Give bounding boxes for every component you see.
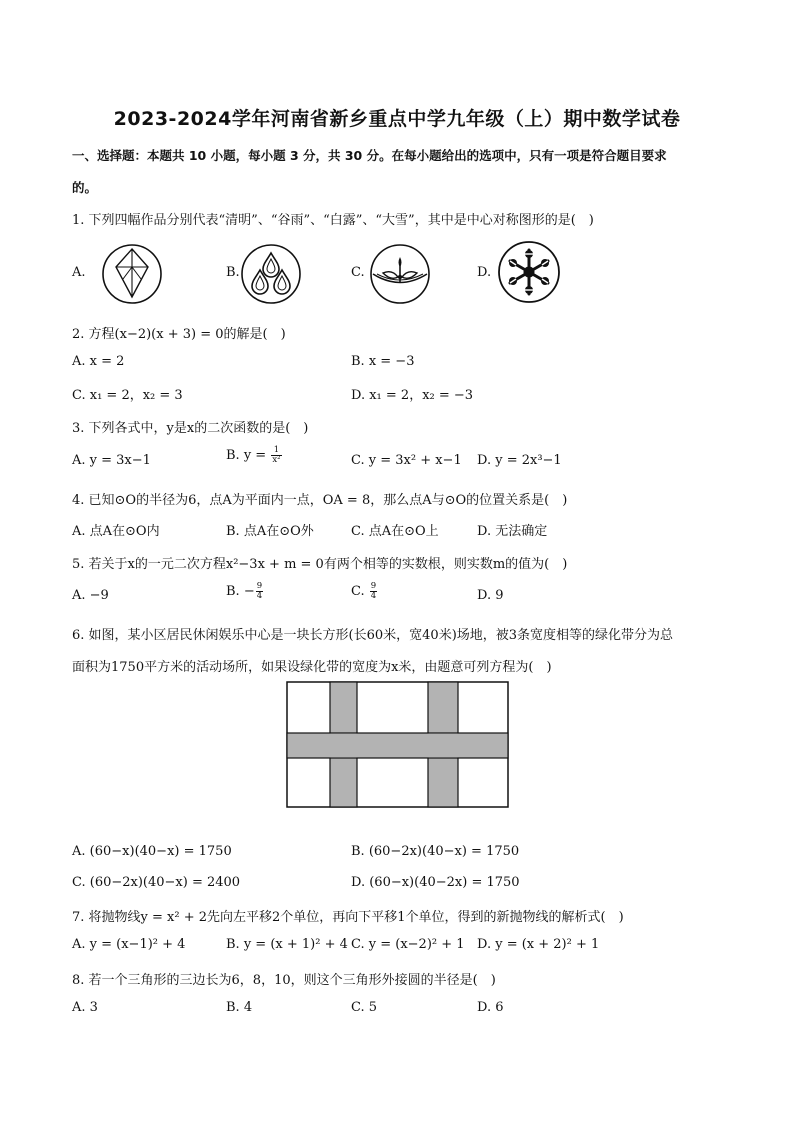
section-instructions-cont: 的。	[72, 180, 98, 195]
snowflake-figure	[497, 240, 561, 304]
q2-option-c: C. x₁ = 2，x₂ = 3	[72, 388, 183, 403]
q5-option-b	[226, 582, 264, 601]
q7-option-a: A. y = (x−1)² + 4	[72, 937, 186, 952]
fraction-numerator: 1	[271, 446, 281, 456]
q8-option-a: A. 3	[72, 1000, 98, 1015]
q3-option-c: C. y = 3x² + x−1	[351, 453, 462, 468]
section-instructions: 一、选择题：本题共 10 小题，每小题 3 分，共 30 分。在每小题给出的选项中，只有一项是符合题目要求	[72, 148, 667, 163]
drops-figure	[240, 243, 302, 305]
greenbelt-figure	[286, 681, 510, 809]
q5-option-c-prefix: C.	[351, 584, 369, 599]
q5-option-a: A. −9	[72, 588, 109, 603]
q5-option-c-fraction	[370, 582, 377, 601]
q8-option-b: B. 4	[226, 1000, 253, 1015]
q4-option-b: B. 点A在⊙O外	[226, 524, 314, 539]
q6-option-a: A. (60−x)(40−x) = 1750	[72, 844, 232, 859]
kite-figure	[101, 243, 163, 305]
fraction-numerator: 9	[370, 581, 377, 591]
q7-option-c: C. y = (x−2)² + 1	[351, 937, 465, 952]
question-8-stem: 8. 若一个三角形的三边长为6，8，10，则这个三角形外接圆的半径是( )	[72, 973, 496, 988]
q4-option-d: D. 无法确定	[477, 524, 548, 539]
q1-option-a-label: A.	[72, 265, 86, 280]
question-5-stem: 5. 若关于x的一元二次方程x²−3x + m = 0有两个相等的实数根，则实数m的值为( )	[72, 557, 568, 572]
q3-option-d: D. y = 2x³−1	[477, 453, 562, 468]
q2-option-a: A. x = 2	[72, 354, 125, 369]
question-1-stem: 1. 下列四幅作品分别代表“清明”、“谷雨”、“白露”、“大雪”，其中是中心对称图形的是( )	[72, 213, 594, 228]
bow-figure	[369, 243, 431, 305]
q6-option-d: D. (60−x)(40−2x) = 1750	[351, 875, 520, 890]
q1-option-c-label: C.	[351, 265, 365, 280]
q8-option-d: D. 6	[477, 1000, 504, 1015]
q2-option-d: D. x₁ = 2，x₂ = −3	[351, 388, 474, 403]
fraction-denominator: 4	[256, 591, 263, 601]
q1-option-d-label: D.	[477, 265, 492, 280]
question-6-stem-line1: 6. 如图，某小区居民休闲娱乐中心是一块长方形(长60米，宽40米)场地，被3条宽度相等的绿化带分为总	[72, 628, 674, 643]
question-4-stem: 4. 已知⊙O的半径为6，点A为平面内一点，OA = 8，那么点A与⊙O的位置关系是( )	[72, 493, 568, 508]
q6-option-c: C. (60−2x)(40−x) = 2400	[72, 875, 241, 890]
question-6-stem-line2: 面积为1750平方米的活动场所，如果设绿化带的宽度为x米，由题意可列方程为( )	[72, 660, 552, 675]
fraction-denominator: 4	[370, 591, 377, 601]
q3-option-b	[226, 446, 283, 465]
q4-option-c: C. 点A在⊙O上	[351, 524, 439, 539]
fraction-denominator: x²	[272, 455, 281, 465]
question-3-stem: 3. 下列各式中，y是x的二次函数的是( )	[72, 421, 309, 436]
q3-option-b-fraction	[271, 446, 281, 465]
q8-option-c: C. 5	[351, 1000, 378, 1015]
q5-option-b-fraction	[256, 582, 263, 601]
q7-option-d: D. y = (x + 2)² + 1	[477, 937, 600, 952]
q1-option-b-label: B.	[226, 265, 240, 280]
q6-option-b: B. (60−2x)(40−x) = 1750	[351, 844, 520, 859]
page-title: 2023-2024学年河南省新乡重点中学九年级（上）期中数学试卷	[113, 108, 681, 130]
q2-option-b: B. x = −3	[351, 354, 415, 369]
q3-option-a: A. y = 3x−1	[72, 453, 151, 468]
greenbelt-horizontal	[287, 733, 508, 758]
question-2-stem: 2. 方程(x−2)(x + 3) = 0的解是( )	[72, 327, 286, 342]
q5-option-c	[351, 582, 378, 601]
question-7-stem: 7. 将抛物线y = x² + 2先向左平移2个单位，再向下平移1个单位，得到的新抛物线的解析式( )	[72, 910, 624, 925]
q7-option-b: B. y = (x + 1)² + 4	[226, 937, 348, 952]
q4-option-a: A. 点A在⊙O内	[72, 524, 160, 539]
fraction-numerator: 9	[256, 581, 263, 591]
q3-option-b-prefix: B. y =	[226, 448, 271, 463]
q5-option-b-prefix: B. −	[226, 584, 255, 599]
q5-option-d: D. 9	[477, 588, 504, 603]
